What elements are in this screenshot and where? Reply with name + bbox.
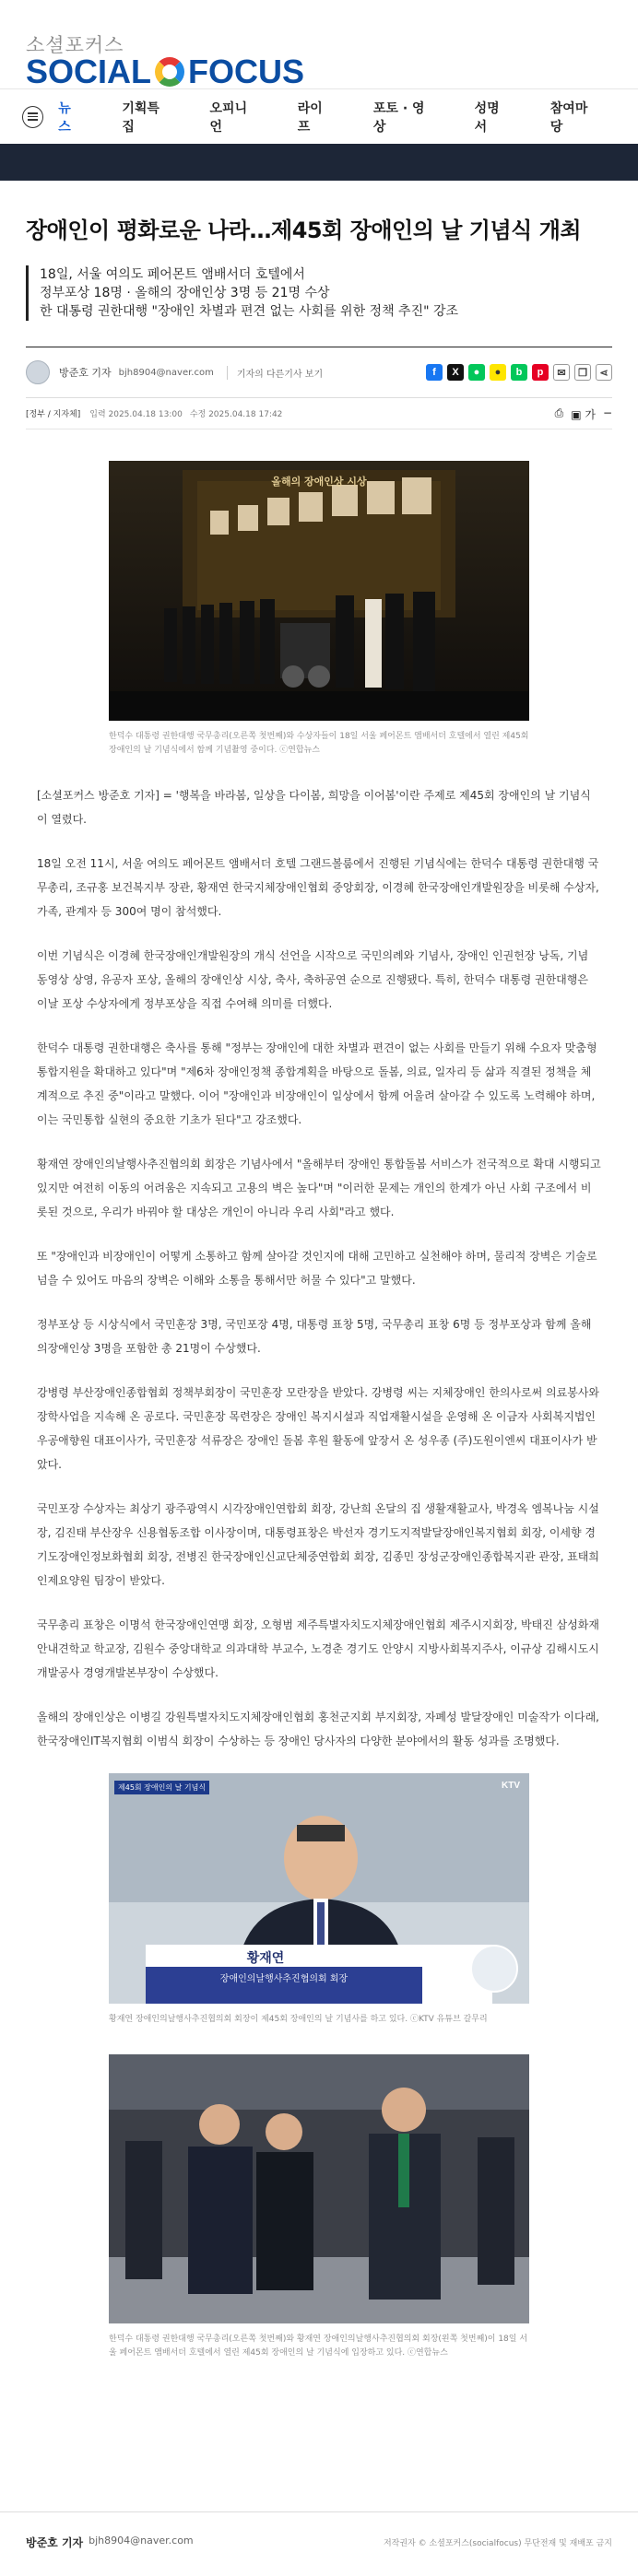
entrance-photo-illustration: [109, 2054, 529, 2323]
article-lead: [소셜포커스 방준호 기자] = '행복을 바라봄, 일상을 다이봄, 희망을 이어봄'이란 주제로 제45회 장애인의 날 기념식이 열렸다.: [37, 789, 591, 826]
other-articles-link[interactable]: 기자의 다른기사 보기: [227, 366, 323, 380]
print-icon[interactable]: ⎙: [554, 406, 564, 419]
nav-item-participation[interactable]: 참여마당: [549, 100, 588, 135]
article-paragraph: 올해의 장애인상은 이병길 강원특별자치도지체장애인협회 홍천군지회 부지회장, 자폐성 발달장애인 미술작가 이다래, 한국장애인IT복지협회 이범식 회장이 수상하는 등 장애인 당사자의 다양한 분야에서의 활동 성과를 조명했다.: [37, 1711, 599, 1747]
subtitle-line: 18일, 서울 여의도 페어몬트 앰배서더 호텔에서: [40, 267, 305, 282]
photo-banner-text: 올해의 장애인상 시상: [271, 476, 367, 488]
article-paragraph: 18일 오전 11시, 서울 여의도 페어몬트 앰배서더 호텔 그랜드볼룸에서 진행된 기념식에는 한덕수 대통령 권한대행 국무총리, 조규홍 보건복지부 장관, 황재연 한국지체장애인협회 중앙회장, 이경혜 한국장애인개발원장을 비롯해 수상자, 가족, 관계자 등 300여 명이 참석했다.: [37, 857, 599, 918]
subtitle-line: 한 대통령 권한대행 "장애인 차별과 편견 없는 사회를 위한 정책 추진" 강조: [40, 304, 459, 319]
logo-ring-icon: [155, 57, 184, 87]
nav-item-life[interactable]: 라이프: [297, 100, 323, 135]
article-footer: [0, 2511, 638, 2576]
photo-caption: 황재연 장애인의날행사추진협의회 회장이 제45회 장애인의 날 기념사를 하고 있다. ⓒKTV 유튜브 갈무리: [109, 2015, 488, 2024]
nav-item-statement[interactable]: 성명서: [474, 100, 500, 135]
reporter-email[interactable]: bjh8904@naver.com: [118, 367, 214, 378]
section-label[interactable]: [정부 / 지자체]: [26, 410, 81, 419]
sign-language-interpreter: [470, 1945, 518, 1993]
article-photo-speech: [109, 1773, 529, 2004]
speech-photo-illustration: [109, 1773, 529, 2004]
menu-icon[interactable]: [22, 106, 43, 128]
pinterest-icon[interactable]: p: [532, 364, 549, 381]
article-paragraph: 황재연 장애인의날행사추진협의회 회장은 기념사에서 "올해부터 장애인 통합돌봄 서비스가 전국적으로 확대 시행되고 있지만 여전히 이동의 어려움은 지속되고 고용의 벽은 높다"며 "이러한 문제는 개인의 한계가 아닌 사회 구조에서 비롯된 것으로, 우리가 바꿔야 할 대상은 개인이 아니라 우리 사회"라고 했다.: [37, 1158, 601, 1218]
byline: [26, 347, 612, 398]
article-header: [0, 216, 638, 429]
article-info-bar: [26, 398, 612, 429]
bookmark-icon[interactable]: ❒: [574, 364, 591, 381]
logo-text-right: FOCUS: [188, 53, 305, 90]
email-icon[interactable]: ✉: [553, 364, 570, 381]
article-paragraph: 국무총리 표창은 이명석 한국장애인연맹 회장, 오형범 제주특별자치도지체장애인협회 제주시지회장, 박태진 삼성화재안내견학교 학교장, 김원수 중앙대학교 의과대학 부교수, 노경춘 경기도 안양시 지방사회복지주사, 이규상 김해시도시개발공사 경영개발본부장이 수상했다.: [37, 1618, 599, 1679]
main-nav: [0, 88, 638, 144]
article-paragraph: 이번 기념식은 이경혜 한국장애인개발원장의 개식 선언을 시작으로 국민의례와 기념사, 장애인 인권헌장 낭독, 기념 동영상 상영, 유공자 포상, 올해의 장애인상 시상, 축사, 축하공연 순으로 진행됐다. 특히, 한덕수 대통령 권한대행은 이날 포상 수상자에게 정부포상을 직접 수여해 의미를 더했다.: [37, 949, 589, 1010]
broadcast-tag: 제45회 장애인의 날 기념식: [114, 1781, 209, 1794]
reporter-avatar: [26, 360, 50, 384]
nav-item-news[interactable]: 뉴스: [58, 100, 71, 135]
article-tools: [555, 406, 612, 422]
site-logo[interactable]: [26, 55, 612, 88]
logo-korean[interactable]: 소셜포커스: [26, 34, 124, 56]
article-subtitles: [26, 265, 612, 321]
font-size-control[interactable]: ▣ 가: [571, 408, 596, 421]
article-title: 장애인이 평화로운 나라…제45회 장애인의 날 기념식 개최: [26, 218, 582, 243]
line-icon[interactable]: ●: [468, 364, 485, 381]
nav-item-features[interactable]: 기획특집: [122, 100, 160, 135]
article-paragraph: 국민포장 수상자는 최상기 광주광역시 시각장애인연합회 회장, 강난희 온달의 집 생활재활교사, 박경옥 엠복나눔 시설장, 김진태 부산장우 신용협동조합 이사장이며, 대통령표창은 박선자 경기도지적발달장애인복지협회 회장, 이세향 경기도장애인정보화협회 회장, 전병진 한국장애인신교단체중연합회 회장, 김종민 장성군장애인종합복지관 관장, 표태희 인제요양원 팀장이 받았다.: [37, 1502, 599, 1587]
modified-date: 수정 2025.04.18 17:42: [189, 410, 283, 419]
facebook-icon[interactable]: f: [426, 364, 443, 381]
x-icon[interactable]: X: [447, 364, 464, 381]
naver-band-icon[interactable]: b: [511, 364, 527, 381]
photo-caption: 한덕수 대통령 권한대행 국무총리(오른쪽 첫번째)와 황재연 장애인의날행사추진협의회 회장(왼쪽 첫번째)이 18일 서울 페어몬트 앰배서더 호텔에서 열린 제45회 장애인의 날 기념식에 입장하고 있다. ⓒ연합뉴스: [109, 2335, 528, 2358]
reporter-name[interactable]: 방준호 기자: [59, 367, 112, 379]
article-photo-ceremony: [109, 461, 529, 721]
nav-item-opinion[interactable]: 오피니언: [209, 100, 248, 135]
published-date: 입력 2025.04.18 13:00: [89, 410, 183, 419]
header-banner-bar: [0, 144, 638, 181]
article-paragraph: 강병령 부산장애인종합협회 정책부회장이 국민훈장 모란장을 받았다. 강병령 씨는 지체장애인 한의사로써 의료봉사와 장학사업을 지속해 온 공로다. 국민훈장 목련장은 장애인 복지시설과 직업재활시설을 운영해 온 이금자 사회복지법인 우공애향원 대표이사가, 국민훈장 석류장은 장애인 돌봄 후원 활동에 앞장서 온 성우종 (주)도원이엔씨 대표이사가 받았다.: [37, 1386, 599, 1471]
nav-item-photo-video[interactable]: 포토 · 영상: [372, 100, 425, 135]
speaker-name: 황재연: [246, 1951, 285, 1966]
subtitle-line: 정부포상 18명 · 올해의 장애인상 3명 등 21명 수상: [40, 286, 330, 300]
copyright-notice: 저작권자 © 소셜포커스(socialfocus) 무단전재 및 재배포 금지: [383, 2539, 612, 2548]
ceremony-photo-illustration: [109, 461, 529, 721]
article-paragraph: 한덕수 대통령 권한대행은 축사를 통해 "정부는 장애인에 대한 차별과 편견이 없는 사회를 만들기 위해 수요자 맞춤형 통합지원을 확대하고 있다"며 "제6차 장애인정책 종합계획을 바탕으로 돌봄, 의료, 일자리 등 삶과 직결된 정책을 체계적으로 추진 중"이라고 말했다. 이어 "장애인과 비장애인이 일상에서 함께 어울려 살아갈 수 있도록 노력해야 하며, 이는 국민통합 실현의 중요한 기초가 된다"고 강조했다.: [37, 1041, 597, 1126]
masthead: [0, 0, 638, 88]
font-size-label: 가: [585, 408, 596, 421]
share-icon[interactable]: ⋖: [596, 364, 612, 381]
broadcast-channel-logo: KTV: [502, 1781, 520, 1791]
logo-text-left: SOCIAL: [26, 53, 152, 90]
kakaotalk-icon[interactable]: ●: [490, 364, 506, 381]
font-minus-icon[interactable]: −: [602, 406, 612, 419]
photo-caption: 한덕수 대통령 권한대행 국무총리(오른쪽 첫번째)와 수상자들이 18일 서울 페어몬트 앰배서더 호텔에서 열린 제45회 장애인의 날 기념식에서 함께 기념촬영 중이다. ⓒ연합뉴스: [109, 732, 529, 755]
footer-reporter-email[interactable]: bjh8904@naver.com: [89, 2535, 194, 2547]
share-buttons: [426, 364, 612, 381]
article-paragraph: 또 "장애인과 비장애인이 어떻게 소통하고 함께 살아갈 것인지에 대해 고민하고 실천해야 하며, 물리적 장벽은 기술로 넘을 수 있어도 마음의 장벽은 이해와 소통을 통해서만 허물 수 있다"고 말했다.: [37, 1250, 597, 1287]
article-paragraph: 정부포상 등 시상식에서 국민훈장 3명, 국민포장 4명, 대통령 표창 5명, 국무총리 표창 6명 등 정부포상과 함께 올해의장애인상 3명을 포함한 총 21명이 수상했다.: [37, 1318, 592, 1355]
article-photo-entrance: [109, 2054, 529, 2323]
footer-reporter-name[interactable]: 방준호 기자: [26, 2536, 84, 2549]
speaker-role: 장애인의날행사추진협의회 회장: [219, 1974, 349, 1984]
